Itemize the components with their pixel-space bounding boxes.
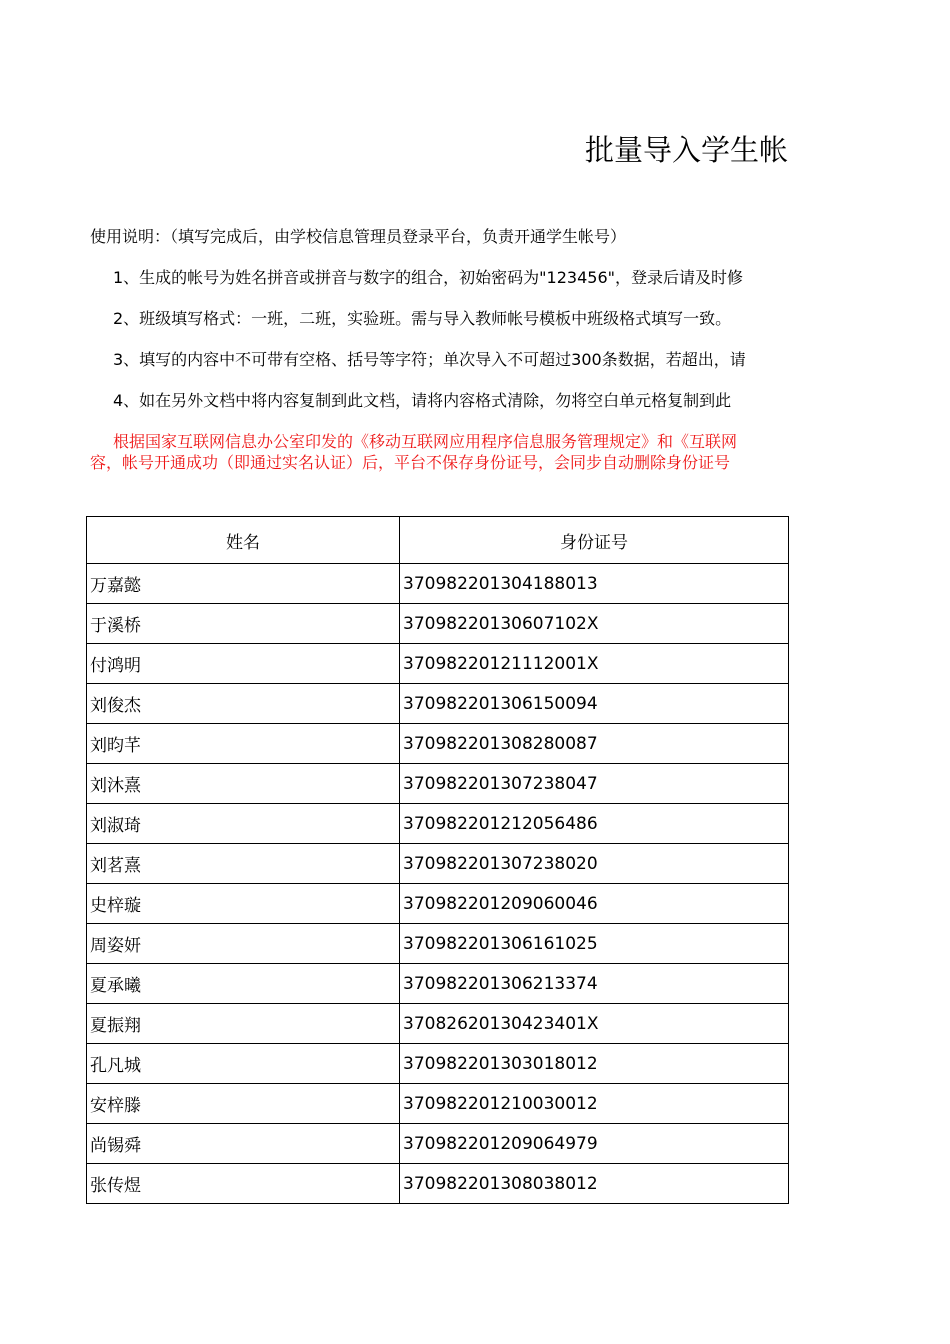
student-name-cell[interactable]: 刘茗熹 xyxy=(87,844,400,884)
id-number-cell[interactable]: 370982201304188013 xyxy=(400,564,789,604)
table-row xyxy=(87,764,789,804)
table-row xyxy=(87,804,789,844)
student-name-cell[interactable]: 孔凡城 xyxy=(87,1044,400,1084)
table-row xyxy=(87,684,789,724)
table-row xyxy=(87,1124,789,1164)
id-number-cell[interactable]: 370982201306213374 xyxy=(400,964,789,1004)
student-name-cell[interactable]: 刘昀芊 xyxy=(87,724,400,764)
student-name-cell[interactable]: 夏承曦 xyxy=(87,964,400,1004)
id-number-cell[interactable]: 370982201306161025 xyxy=(400,924,789,964)
table-row xyxy=(87,1084,789,1124)
student-name-cell[interactable]: 夏振翔 xyxy=(87,1004,400,1044)
table-row xyxy=(87,1164,789,1204)
id-number-cell[interactable]: 370982201306150094 xyxy=(400,684,789,724)
student-name-cell[interactable]: 周姿妍 xyxy=(87,924,400,964)
notice-line-1: 根据国家互联网信息办公室印发的《移动互联网应用程序信息服务管理规定》和《互联网 xyxy=(113,432,738,451)
id-number-cell[interactable]: 370982201210030012 xyxy=(400,1084,789,1124)
instructions-heading: 使用说明：（填写完成后，由学校信息管理员登录平台，负责开通学生帐号） xyxy=(90,227,627,246)
instruction-item-2: 2、班级填写格式：一班，二班，实验班。需与导入教师帐号模板中班级格式填写一致。 xyxy=(113,309,732,328)
id-number-cell[interactable]: 370982201308038012 xyxy=(400,1164,789,1204)
student-name-cell[interactable]: 刘沐熹 xyxy=(87,764,400,804)
header-id-number: 身份证号 xyxy=(400,517,789,564)
id-number-cell[interactable]: 370982201308280087 xyxy=(400,724,789,764)
table-row xyxy=(87,924,789,964)
id-number-cell[interactable]: 370982201209064979 xyxy=(400,1124,789,1164)
student-name-cell[interactable]: 于溪桥 xyxy=(87,604,400,644)
id-number-cell[interactable]: 37098220130607102X xyxy=(400,604,789,644)
student-name-cell[interactable]: 安梓滕 xyxy=(87,1084,400,1124)
student-name-cell[interactable]: 万嘉懿 xyxy=(87,564,400,604)
student-name-cell[interactable]: 刘淑琦 xyxy=(87,804,400,844)
table-row xyxy=(87,1044,789,1084)
table-row xyxy=(87,644,789,684)
table-row xyxy=(87,1004,789,1044)
instruction-item-4: 4、如在另外文档中将内容复制到此文档，请将内容格式清除，勿将空白单元格复制到此 xyxy=(113,391,732,410)
table-row xyxy=(87,604,789,644)
id-number-cell[interactable]: 370982201303018012 xyxy=(400,1044,789,1084)
instruction-item-1: 1、生成的帐号为姓名拼音或拼音与数字的组合，初始密码为"123456"，登录后请及时修 xyxy=(113,268,743,287)
id-number-cell[interactable]: 370982201212056486 xyxy=(400,804,789,844)
table-row xyxy=(87,964,789,1004)
id-number-cell[interactable]: 370982201307238047 xyxy=(400,764,789,804)
student-table xyxy=(86,516,789,1204)
table-header-row xyxy=(87,517,789,564)
student-name-cell[interactable]: 尚锡舜 xyxy=(87,1124,400,1164)
instruction-item-3: 3、填写的内容中不可带有空格、括号等字符；单次导入不可超过300条数据，若超出，请 xyxy=(113,350,746,369)
id-number-cell[interactable]: 37082620130423401X xyxy=(400,1004,789,1044)
notice-line-2: 容，帐号开通成功（即通过实名认证）后，平台不保存身份证号，会同步自动删除身份证号 xyxy=(90,453,731,472)
student-name-cell[interactable]: 刘俊杰 xyxy=(87,684,400,724)
id-number-cell[interactable]: 37098220121112001X xyxy=(400,644,789,684)
id-number-cell[interactable]: 370982201209060046 xyxy=(400,884,789,924)
table-row xyxy=(87,844,789,884)
page-title: 批量导入学生帐 xyxy=(585,133,789,167)
student-name-cell[interactable]: 张传煜 xyxy=(87,1164,400,1204)
table-row xyxy=(87,884,789,924)
header-name: 姓名 xyxy=(87,517,400,564)
table-row xyxy=(87,724,789,764)
student-name-cell[interactable]: 付鸿明 xyxy=(87,644,400,684)
student-name-cell[interactable]: 史梓璇 xyxy=(87,884,400,924)
id-number-cell[interactable]: 370982201307238020 xyxy=(400,844,789,884)
table-row xyxy=(87,564,789,604)
